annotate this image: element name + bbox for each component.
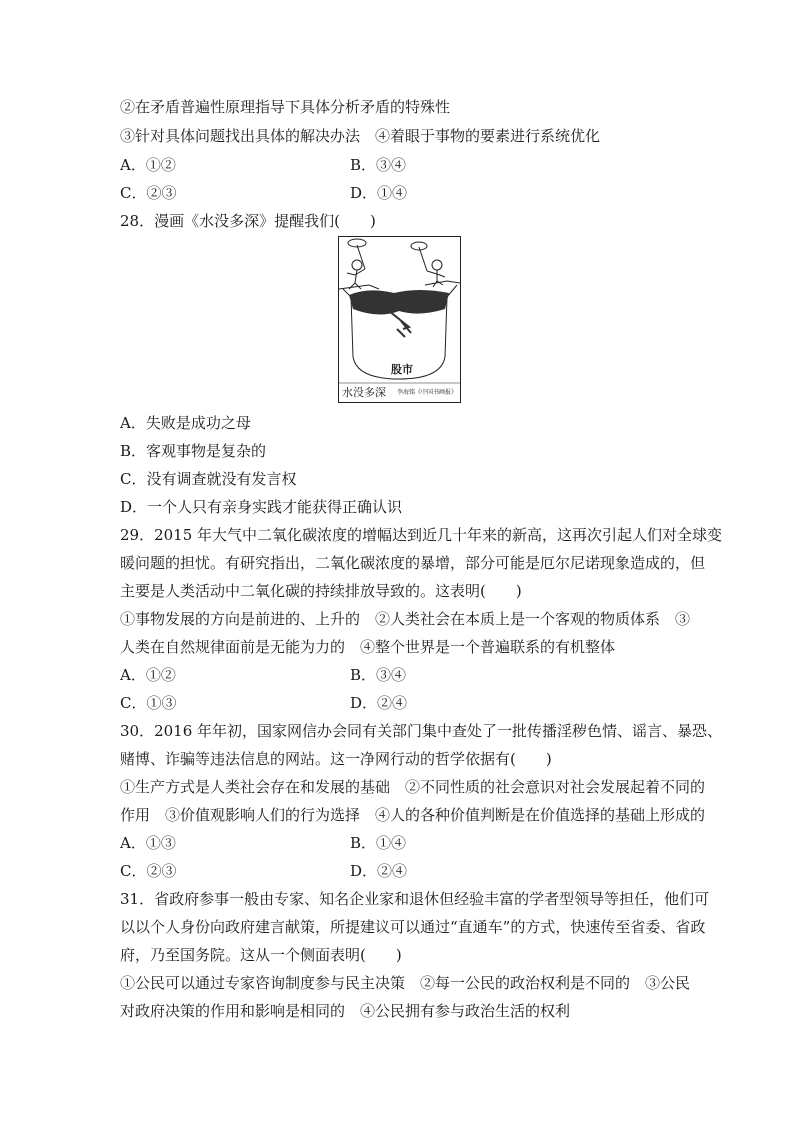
q30-stem-line-2: 赌博、诈骗等违法信息的网站。这一净网行动的哲学依据有( ) xyxy=(120,750,552,768)
q29-stem-line-3: 主要是人类活动中二氧化碳的持续排放导致的。这表明( ) xyxy=(120,582,522,600)
q29-choice-a: A．①② xyxy=(120,666,176,684)
q30-choice-c: C．②③ xyxy=(120,862,177,880)
q31-stem-line-2: 以以个人身份向政府建言献策，所提建议可以通过“直通车”的方式，快速传至省委、省政 xyxy=(120,918,706,936)
q27-choice-b: B．③④ xyxy=(350,156,407,174)
q31-stem-line-3: 府，乃至国务院。这从一个侧面表明( ) xyxy=(120,946,402,964)
q31-options-line-1: ①公民可以通过专家咨询制度参与民主决策 ②每一公民的政治权利是不同的 ③公民 xyxy=(120,974,691,992)
q28-choice-a: A．失败是成功之母 xyxy=(120,414,251,432)
q27-choice-a: A．①② xyxy=(120,156,176,174)
q29-stem-line-1: 29．2015 年大气中二氧化碳浓度的增幅达到近几十年来的新高，这再次引起人们对全球变 xyxy=(120,526,723,544)
q27-choice-d: D．①④ xyxy=(350,184,408,202)
q30-stem-line-1: 30．2016 年年初，国家网信办会同有关部门集中查处了一批传播淫秽色情、谣言、暴恐、 xyxy=(120,722,723,740)
q29-options-line-1: ①事物发展的方向是前进的、上升的 ②人类社会在本质上是一个客观的物质体系 ③ xyxy=(120,610,691,628)
q30-options-line-1: ①生产方式是人类社会存在和发展的基础 ②不同性质的社会意识对社会发展起着不同的 xyxy=(120,778,706,796)
q30-choice-d: D．②④ xyxy=(350,862,408,880)
q27-options-3-4: ③针对具体问题找出具体的解决办法 ④着眼于事物的要素进行系统优化 xyxy=(120,127,601,145)
cartoon-credit: 李海铭《中国书画报》 xyxy=(396,389,457,396)
q30-options-line-2: 作用 ③价值观影响人们的行为选择 ④人的各种价值判断是在价值选择的基础上形成的 xyxy=(120,806,706,824)
q27-choice-c: C．②③ xyxy=(120,184,177,202)
q29-choice-c: C．①③ xyxy=(120,694,177,712)
q29-choice-b: B．③④ xyxy=(350,666,407,684)
cartoon-market-label: 股市 xyxy=(391,363,413,376)
cartoon-title: 水没多深 xyxy=(342,386,386,399)
q28-choice-d: D．一个人只有亲身实践才能获得正确认识 xyxy=(120,498,403,516)
q29-stem-line-2: 暖问题的担忧。有研究指出，二氧化碳浓度的暴增，部分可能是厄尔尼诺现象造成的，但 xyxy=(120,554,706,572)
q28-choice-b: B．客观事物是复杂的 xyxy=(120,442,267,460)
q29-choice-d: D．②④ xyxy=(350,694,408,712)
q31-options-line-2: 对政府决策的作用和影响是相同的 ④公民拥有参与政治生活的权利 xyxy=(120,1002,571,1020)
q28-choice-c: C．没有调查就没有发言权 xyxy=(120,470,297,488)
q29-options-line-2: 人类在自然规律面前是无能为力的 ④整个世界是一个普遍联系的有机整体 xyxy=(120,638,616,656)
q30-choice-b: B．①④ xyxy=(350,834,407,852)
q27-option-2: ②在矛盾普遍性原理指导下具体分析矛盾的特殊性 xyxy=(120,98,451,116)
q31-stem-line-1: 31．省政府参事一般由专家、知名企业家和退休但经验丰富的学者型领导等担任，他们可 xyxy=(120,890,710,908)
q30-choice-a: A．①③ xyxy=(120,834,176,852)
cartoon-drawing xyxy=(339,237,460,402)
q28-stem: 28．漫画《水没多深》提醒我们( ) xyxy=(120,212,376,230)
cartoon-figure xyxy=(338,236,461,403)
